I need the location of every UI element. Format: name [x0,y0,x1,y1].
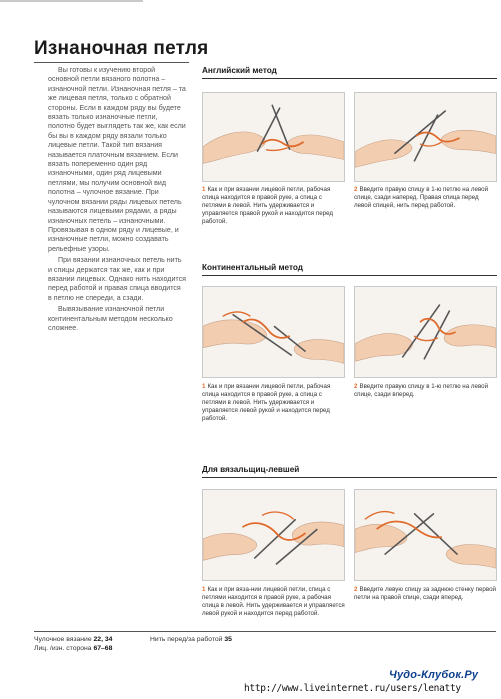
footer-label: Чулочное вязание [34,636,92,643]
step-number: 1 [202,586,206,593]
section-rule [202,78,497,79]
hands-knitting-illustration [355,93,496,181]
step-number: 2 [354,383,358,390]
footer-pages: 67–68 [93,645,113,652]
page-title: Изнаночная петля [34,38,209,59]
caption-english-step2 [354,186,497,210]
caption-continental-step1 [202,383,345,423]
section-rule [202,477,497,478]
footer-pages: 22, 34 [93,636,113,643]
photo-continental-step2 [354,286,497,378]
url-watermark: http://www.liveinternet.ru/users/lenatty [244,683,461,694]
photo-continental-step1 [202,286,345,378]
footer-ref-yarn [150,635,232,644]
intro-paragraph: При вязании изнаночных петель нить и спицы держатся так же, как и при вязании лицевых. Однако нить находится перед работой и правая спица вводится в петлю не спереди, а сзади. [48,256,186,302]
photo-english-step2-frame [354,92,497,182]
step-number: 1 [202,186,206,193]
step-text: Как и при вязании лицевой петли, рабочая спица находится в правой руке, а спица с петлями в левой. Нить удерживается и управляется правой рукой и находится перед работой. [202,186,334,225]
caption-english-step1 [202,186,345,226]
section-rule [202,275,497,276]
footer-ref-stockinette [34,635,112,644]
section-heading-lefthanded: Для вязальщиц-левшей [202,465,300,474]
intro-text [48,66,186,335]
caption-lefthanded-step1 [202,586,345,618]
hands-knitting-illustration [203,93,344,181]
step-text: Введите правую спицу в 1-ю петлю на левой спице, сзади наперед. Правая спица перед левой спицей, нить перед работой. [354,186,489,209]
step-number: 1 [202,383,206,390]
footer-rule [34,631,496,632]
intro-paragraph: Вывязывание изнаночной петли континентальным методом несколько сложнее. [48,305,173,332]
intro-paragraph: Вы готовы к изучению второй основной петли вязаного полотна – изнаночной петли. Изнаночная петля – та же лицевая петля, только с обратной стороны. Если в каждом ряду вы будете вязать только изнаночные петли, полотно будет выглядеть так же, как если бы вы в каждом ряду вязали только лицевые петли. Такой тип вязания называется платочным вязанием. Если вязать попеременно один ряд изнаночными, один ряд лицевыми петлями, мы получим основной вид полотна – чулочное вязание. При чулочном вязании ряды лицевых петель называются лицевыми рядами, а ряды изнаночных петель – изнаночными. Провязывая в одном ряду и лицевые, и изнаночные петли, можно создавать рельефные узоры. [48,66,186,253]
hands-knitting-illustration [203,490,344,580]
hands-knitting-illustration [355,287,496,377]
hands-knitting-illustration [203,287,344,377]
section-heading-english: Английский метод [202,66,277,75]
brand-watermark: Чудо-Клубок.Ру [389,669,479,681]
section-heading-continental: Континентальный метод [202,263,303,272]
step-text: Введите левую спицу за заднюю стенку первой петли на правой спице, сзади вперед. [354,586,496,601]
caption-continental-step2 [354,383,497,399]
step-text: Введите правую спицу в 1-ю петлю на левой спице, сзади вперед. [354,383,489,398]
step-text: Как и при вязании лицевой петли, рабочая спица находится в правой руке, а спица с петлями в левой. Нить удерживается и управляется левой рукой и находится перед работой. [202,383,331,422]
footer-ref-sides [34,644,112,653]
photo-lefthanded-step1 [202,489,345,581]
footer-label: Нить перед/за работой [150,636,223,643]
title-rule [34,62,189,63]
footer-label: Лиц. /изн. сторона [34,645,92,652]
photo-lefthanded-step2 [354,489,497,581]
hands-knitting-illustration [355,490,496,580]
caption-lefthanded-step2 [354,586,497,602]
photo-english-step2 [0,0,143,2]
step-text: Как и при вяза-нии лицевой петли, спица с петлями находится в правой руке, а рабочая спица в левой. Нить удерживается и управляется левой рукой и находится перед работой. [202,586,345,617]
footer-pages: 35 [224,636,232,643]
step-number: 2 [354,586,358,593]
step-number: 2 [354,186,358,193]
photo-english-step1 [202,92,345,182]
